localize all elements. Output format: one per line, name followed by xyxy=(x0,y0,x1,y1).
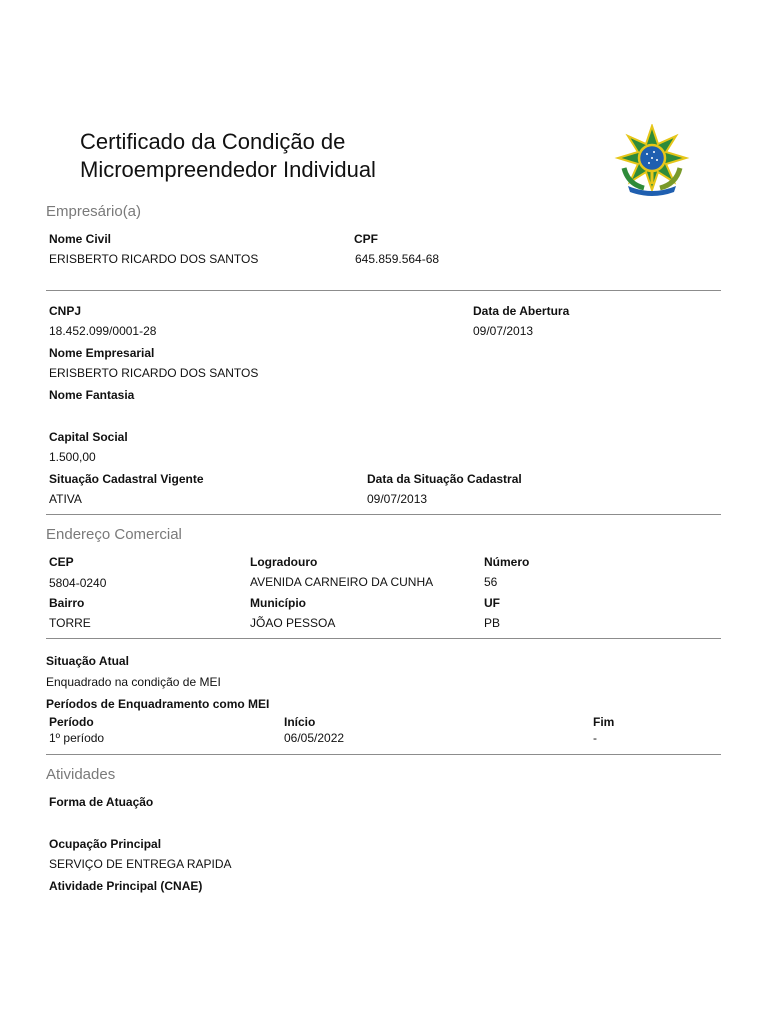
municipio-label: Município xyxy=(250,596,306,610)
situacao-cadastral-label: Situação Cadastral Vigente xyxy=(49,472,204,486)
situacao-atual-label: Situação Atual xyxy=(46,654,129,668)
divider xyxy=(46,754,721,755)
logradouro-label: Logradouro xyxy=(250,555,318,569)
divider xyxy=(46,290,721,291)
data-situacao-label: Data da Situação Cadastral xyxy=(367,472,522,486)
nome-empresarial-label: Nome Empresarial xyxy=(49,346,155,360)
bairro-label: Bairro xyxy=(49,596,85,610)
cnpj-value: 18.452.099/0001-28 xyxy=(49,324,157,338)
numero-value: 56 xyxy=(484,575,498,589)
data-situacao-value: 09/07/2013 xyxy=(367,492,428,506)
fim-value: - xyxy=(593,731,597,745)
bairro-value: TORRE xyxy=(49,616,91,630)
cep-label: CEP xyxy=(49,555,74,569)
nome-empresarial-value: ERISBERTO RICARDO DOS SANTOS xyxy=(49,366,259,380)
ocupacao-principal-label: Ocupação Principal xyxy=(49,837,162,851)
situacao-atual-value: Enquadrado na condição de MEI xyxy=(46,675,221,689)
ocupacao-principal-value: SERVIÇO DE ENTREGA RAPIDA xyxy=(49,857,232,871)
inicio-value: 06/05/2022 xyxy=(284,731,345,745)
nome-civil-value: ERISBERTO RICARDO DOS SANTOS xyxy=(49,252,259,266)
periodos-label: Períodos de Enquadramento como MEI xyxy=(46,697,270,711)
fim-header: Fim xyxy=(593,715,615,729)
page-title xyxy=(80,128,376,184)
divider xyxy=(46,638,721,639)
nome-fantasia-label: Nome Fantasia xyxy=(49,388,135,402)
title-line-1: Certificado da Condição de xyxy=(80,129,346,154)
divider xyxy=(46,514,721,515)
nome-civil-label: Nome Civil xyxy=(49,232,112,246)
data-abertura-value: 09/07/2013 xyxy=(473,324,534,338)
capital-social-label: Capital Social xyxy=(49,430,128,444)
cpf-label: CPF xyxy=(354,232,378,246)
numero-label: Número xyxy=(484,555,530,569)
cep-value: 5804-0240 xyxy=(49,576,107,590)
cnpj-label: CNPJ xyxy=(49,304,82,318)
inicio-header: Início xyxy=(284,715,316,729)
title-line-2: Microempreendedor Individual xyxy=(80,157,376,182)
logradouro-value: AVENIDA CARNEIRO DA CUNHA xyxy=(250,575,434,589)
capital-social-value: 1.500,00 xyxy=(49,450,96,464)
periodo-header: Período xyxy=(49,715,94,729)
situacao-cadastral-value: ATIVA xyxy=(49,492,82,506)
cpf-value: 645.859.564-68 xyxy=(355,252,440,266)
coat-of-arms-emblem-icon xyxy=(614,124,690,196)
uf-label: UF xyxy=(484,596,500,610)
periodo-value: 1º período xyxy=(49,731,105,745)
data-abertura-label: Data de Abertura xyxy=(473,304,570,318)
uf-value: PB xyxy=(484,616,501,630)
section-atividades: Atividades xyxy=(46,766,116,783)
section-endereco: Endereço Comercial xyxy=(46,526,182,543)
atividade-principal-cnae-label: Atividade Principal (CNAE) xyxy=(49,879,203,893)
forma-atuacao-label: Forma de Atuação xyxy=(49,795,154,809)
section-empresario: Empresário(a) xyxy=(46,203,142,220)
municipio-value: JÕAO PESSOA xyxy=(250,616,336,630)
